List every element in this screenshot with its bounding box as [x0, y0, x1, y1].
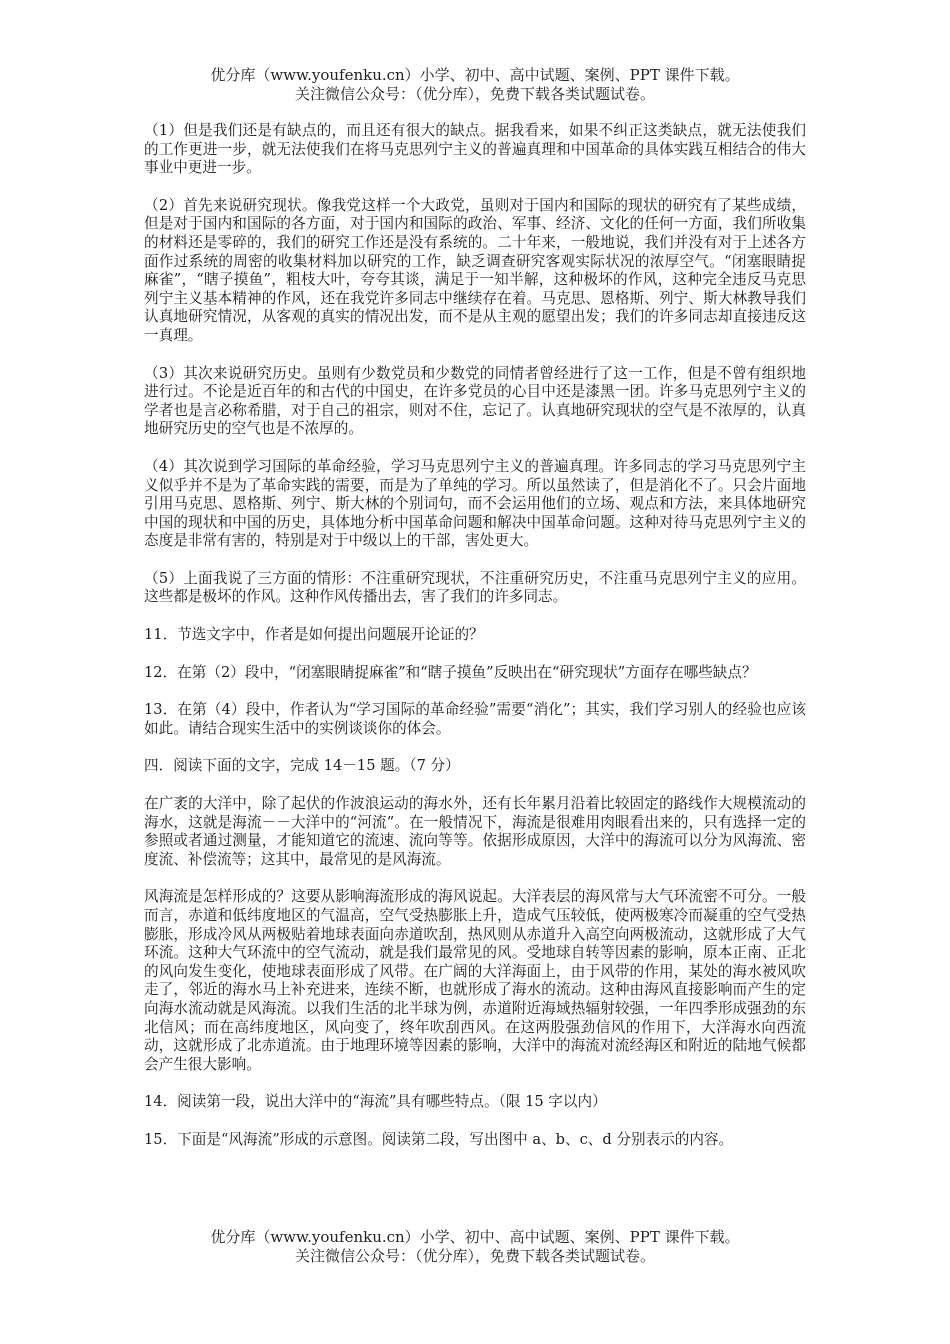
- footer-line-1: 优分库（www.youfenku.cn）小学、初中、高中试题、案例、PPT 课件下载。: [210, 1228, 740, 1246]
- paragraph-4: （4）其次说到学习国际的革命经验，学习马克思列宁主义的普遍真理。许多同志的学习马克思列宁主义似乎并不是为了革命实践的需要，而是为了单纯的学习。所以虽然读了，但是消化不了。只会片面地引用马克思、恩格斯、列宁、斯大林的个别词句，而不会运用他们的立场、观点和方法，来具体地研究中国的现状和中国的历史，具体地分析中国革命问题和解决中国革命问题。这种对待马克思列宁主义的态度是非常有害的，特别是对于中级以上的干部，害处更大。: [144, 457, 806, 550]
- section-4-heading: 四．阅读下面的文字，完成 14－15 题。（7 分）: [144, 757, 460, 775]
- question-12: 12．在第（2）段中，“闭塞眼睛捉麻雀”和“瞎子摸鱼”反映出在“研究现状”方面存在哪些缺点？: [144, 663, 757, 681]
- question-11: 11．节选文字中，作者是如何提出问题展开论证的？: [144, 626, 484, 644]
- question-15: 15．下面是“风海流”形成的示意图。阅读第二段，写出图中 a、b、c、d 分别表示的内容。: [144, 1130, 734, 1148]
- question-14: 14．阅读第一段，说出大洋中的“海流”具有哪些特点。（限 15 字以内）: [144, 1093, 607, 1111]
- footer-line-2: 关注微信公众号：（优分库），免费下载各类试题试卷。: [294, 1247, 655, 1265]
- paragraph-2: （2）首先来说研究现状。像我党这样一个大政党，虽则对于国内和国际的现状的研究有了某些成绩，但是对于国内和国际的各方面，对于国内和国际的政治、军事、经济、文化的任何一方面，我们所收集的材料还是零碎的，我们的研究工作还是没有系统的。二十年来，一般地说，我们并没有对于上述各方面作过系统的周密的收集材料加以研究的工作，缺乏调查研究客观实际状况的浓厚空气。“闭塞眼睛捉麻雀”，“瞎子摸鱼”，粗枝大叶，夸夸其谈，满足于一知半解，这种极坏的作风，这种完全违反马克思列宁主义基本精神的作风，还在我党许多同志中继续存在着。马克思、恩格斯、列宁、斯大林教导我们认真地研究情况，从客观的真实的情况出发，而不是从主观的愿望出发；我们的许多同志却直接违反这一真理。: [144, 196, 806, 344]
- ocean-paragraph-1: 在广袤的大洋中，除了起伏的作波浪运动的海水外，还有长年累月沿着比较固定的路线作大规模流动的海水，这就是海流－－大洋中的“河流”。在一般情况下，海流是很难用肉眼看出来的，只有选择一定的参照或者通过测量，才能知道它的流速、流向等等。依据形成原因，大洋中的海流可以分为风海流、密度流、补偿流等；这其中，最常见的是风海流。: [144, 795, 806, 868]
- ocean-paragraph-2: 风海流是怎样形成的？这要从影响海流形成的海风说起。大洋表层的海风常与大气环流密不可分。一般而言，赤道和低纬度地区的气温高，空气受热膨胀上升，造成气压较低，使两极寒冷而凝重的空气受热膨胀，形成冷风从两极贴着地球表面向赤道吹刮，热风则从赤道升入高空向两极流动，这就形成了大气环流。这种大气环流中的空气流动，就是我们最常见的风。受地球自转等因素的影响，原本正南、正北的风向发生变化，使地球表面形成了风带。在广阔的大洋海面上，由于风带的作用，某处的海水被风吹走了，邻近的海水马上补充进来，连续不断，也就形成了海水的流动。这种由海风直接影响而产生的定向海水流动就是风海流。以我们生活的北半球为例，赤道附近海域热辐射较强，一年四季形成强劲的东北信风；而在高纬度地区，风向变了，终年吹刮西风。在这两股强劲信风的作用下，大洋海水向西流动，这就形成了北赤道流。由于地理环境等因素的影响，大洋中的海流对流经海区和附近的陆地气候都会产生很大影响。: [144, 888, 806, 1073]
- header-line-2: 关注微信公众号：（优分库），免费下载各类试题试卷。: [294, 85, 655, 103]
- document-body: [144, 122, 806, 1169]
- page-header: [0, 66, 950, 104]
- header-line-1: 优分库（www.youfenku.cn）小学、初中、高中试题、案例、PPT 课件下载。: [210, 66, 740, 84]
- page-footer: [0, 1228, 950, 1266]
- paragraph-5: （5）上面我说了三方面的情形：不注重研究现状，不注重研究历史，不注重马克思列宁主义的应用。这些都是极坏的作风。这种作风传播出去，害了我们的许多同志。: [144, 569, 806, 606]
- paragraph-3: （3）其次来说研究历史。虽则有少数党员和少数党的同情者曾经进行了这一工作，但是不曾有组织地进行过。不论是近百年的和古代的中国史，在许多党员的心目中还是漆黑一团。许多马克思列宁主义的学者也是言必称希腊，对于自己的祖宗，则对不住，忘记了。认真地研究现状的空气是不浓厚的，认真地研究历史的空气也是不浓厚的。: [144, 364, 806, 438]
- question-13: 13．在第（4）段中，作者认为“学习国际的革命经验”需要“消化”；其实，我们学习别人的经验也应该如此。请结合现实生活中的实例谈谈你的体会。: [144, 701, 806, 737]
- paragraph-1: （1）但是我们还是有缺点的，而且还有很大的缺点。据我看来，如果不纠正这类缺点，就无法使我们的工作更进一步，就无法使我们在将马克思列宁主义的普遍真理和中国革命的具体实践互相结合的伟大事业中更进一步。: [144, 122, 806, 177]
